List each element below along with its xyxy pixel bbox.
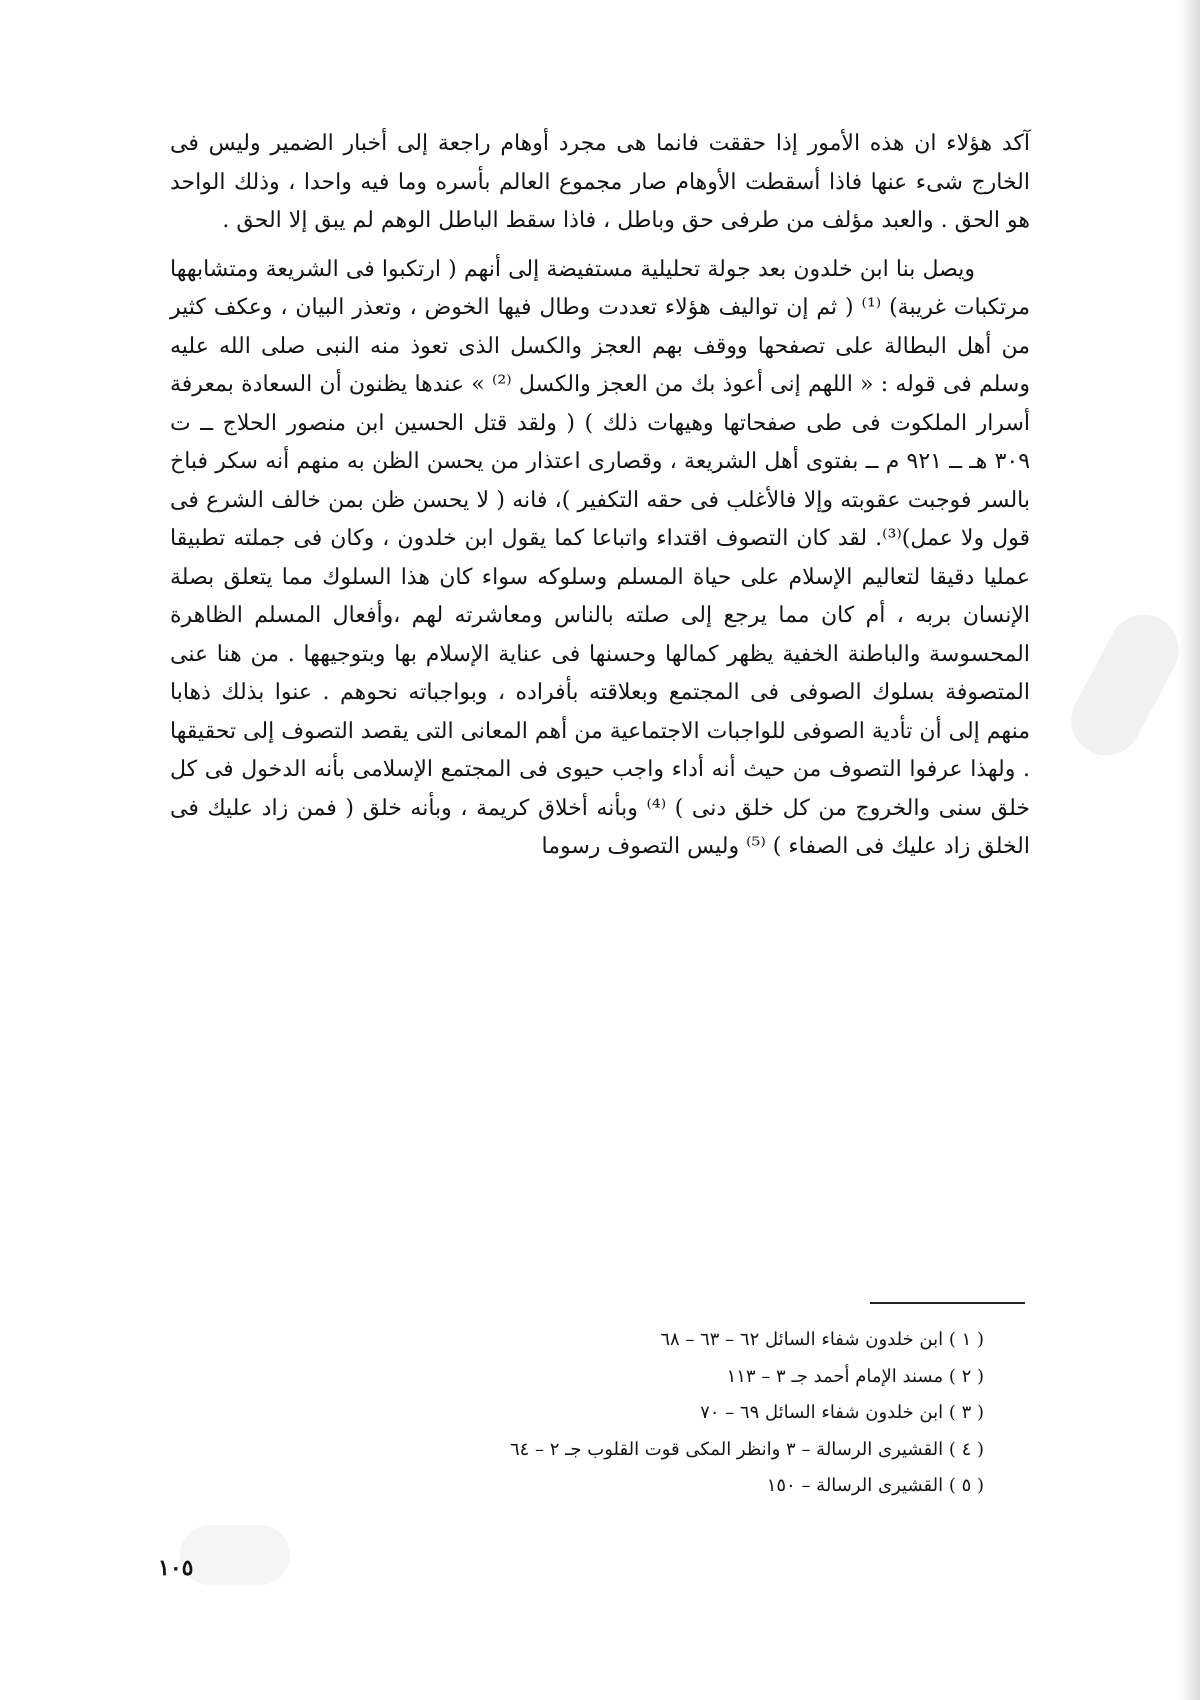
scan-smudge [1059, 602, 1191, 767]
paragraph: ويصل بنا ابن خلدون بعد جولة تحليلية مستفيضة إلى أنهم ( ارتكبوا فى الشريعة ومتشابهها مرتكبات غريبة) ⁽¹⁾ ( ثم إن تواليف هؤلاء تعددت وطال فيها الخوض ، وتعذر البيان ، وعكف كثير من أهل البطالة على تصفحها ووقف بهم العجز والكسل الذى تعوذ منه النبى صلى الله عليه وسلم فى قوله : « اللهم إنى أعوذ بك من العجز والكسل ⁽²⁾ » عندها يظنون أن السعادة بمعرفة أسرار الملكوت فى طى صفحاتها وهيهات ذلك ) ( ولقد قتل الحسين ابن منصور الحلاج ــ ت ٣٠٩ هـ ــ ٩٢١ م ــ بفتوى أهل الشريعة ، وقصارى اعتذار من يحسن الظن به منهم أنه سكر فباخ بالسر فوجبت عقوبته وإلا فالأغلب فى حقه التكفير )، فانه ( لا يحسن ظن بمن خالف الشرع فى قول ولا عمل)⁽³⁾. لقد كان التصوف اقتداء واتباعا كما يقول ابن خلدون ، وكان فى جملته تطبيقا عمليا دقيقا لتعاليم الإسلام على حياة المسلم وسلوكه سواء كان هذا السلوك مما يتعلق بصلة الإنسان بربه ، أم كان مما يرجع إلى صلته بالناس ومعاشرته لهم ،وأفعال المسلم الظاهرة المحسوسة والباطنة الخفية يظهر كمالها وحسنها فى عناية الإسلام بها وبتوجيهها . من هنا عنى المتصوفة بسلوك الصوفى فى المجتمع وبعلاقته بأفراده ، وبواجباته نحوهم . عنوا بذلك ذهابا منهم إلى أن تأدية الصوفى للواجبات الاجتماعية من أهم المعانى التى يقصد التصوف إلى تحقيقها . ولهذا عرفوا التصوف من حيث أنه أداء واجب حيوى فى المجتمع الإسلامى بأنه الدخول فى كل خلق سنى والخروج من كل خلق دنى ) ⁽⁴⁾ وبأنه أخلاق كريمة ، وبأنه خلق ( فمن زاد عليك فى الخلق زاد عليك فى الصفاء ) ⁽⁵⁾ وليس التصوف رسوما [170, 256, 1031, 859]
main-text [170, 125, 1030, 867]
paragraph: آكد هؤلاء ان هذه الأمور إذا حققت فانما هى مجرد أوهام راجعة إلى أخبار الضمير وليس فى الخارج شىء عنها فاذا أسقطت الأوهام صار مجموع العالم بأسره وما فيه واحدا ، وذلك الواحد هو الحق . والعبد مؤلف من طرفى حق وباطل ، فاذا سقط الباطل الوهم لم يبق إلا الحق . [170, 131, 1030, 233]
footnote: ( ٢ ) مسند الإمام أحمد جـ ٣ – ١١٣ [726, 1365, 984, 1387]
footnote: ( ٣ ) ابن خلدون شفاء السائل ٦٩ – ٧٠ [700, 1402, 984, 1423]
page-edge-shadow [1178, 0, 1200, 1700]
footnotes [200, 1322, 984, 1505]
footnote-separator [870, 1302, 1025, 1304]
footnote: ( ١ ) ابن خلدون شفاء السائل ٦٢ – ٦٣ – ٦٨ [660, 1329, 984, 1350]
page-number: ١٠٥ [158, 1555, 194, 1581]
footnote: ( ٤ ) القشيرى الرسالة – ٣ وانظر المكى قوت القلوب جـ ٢ – ٦٤ [509, 1438, 984, 1460]
footnote: ( ٥ ) القشيرى الرسالة – ١٥٠ [766, 1475, 984, 1496]
